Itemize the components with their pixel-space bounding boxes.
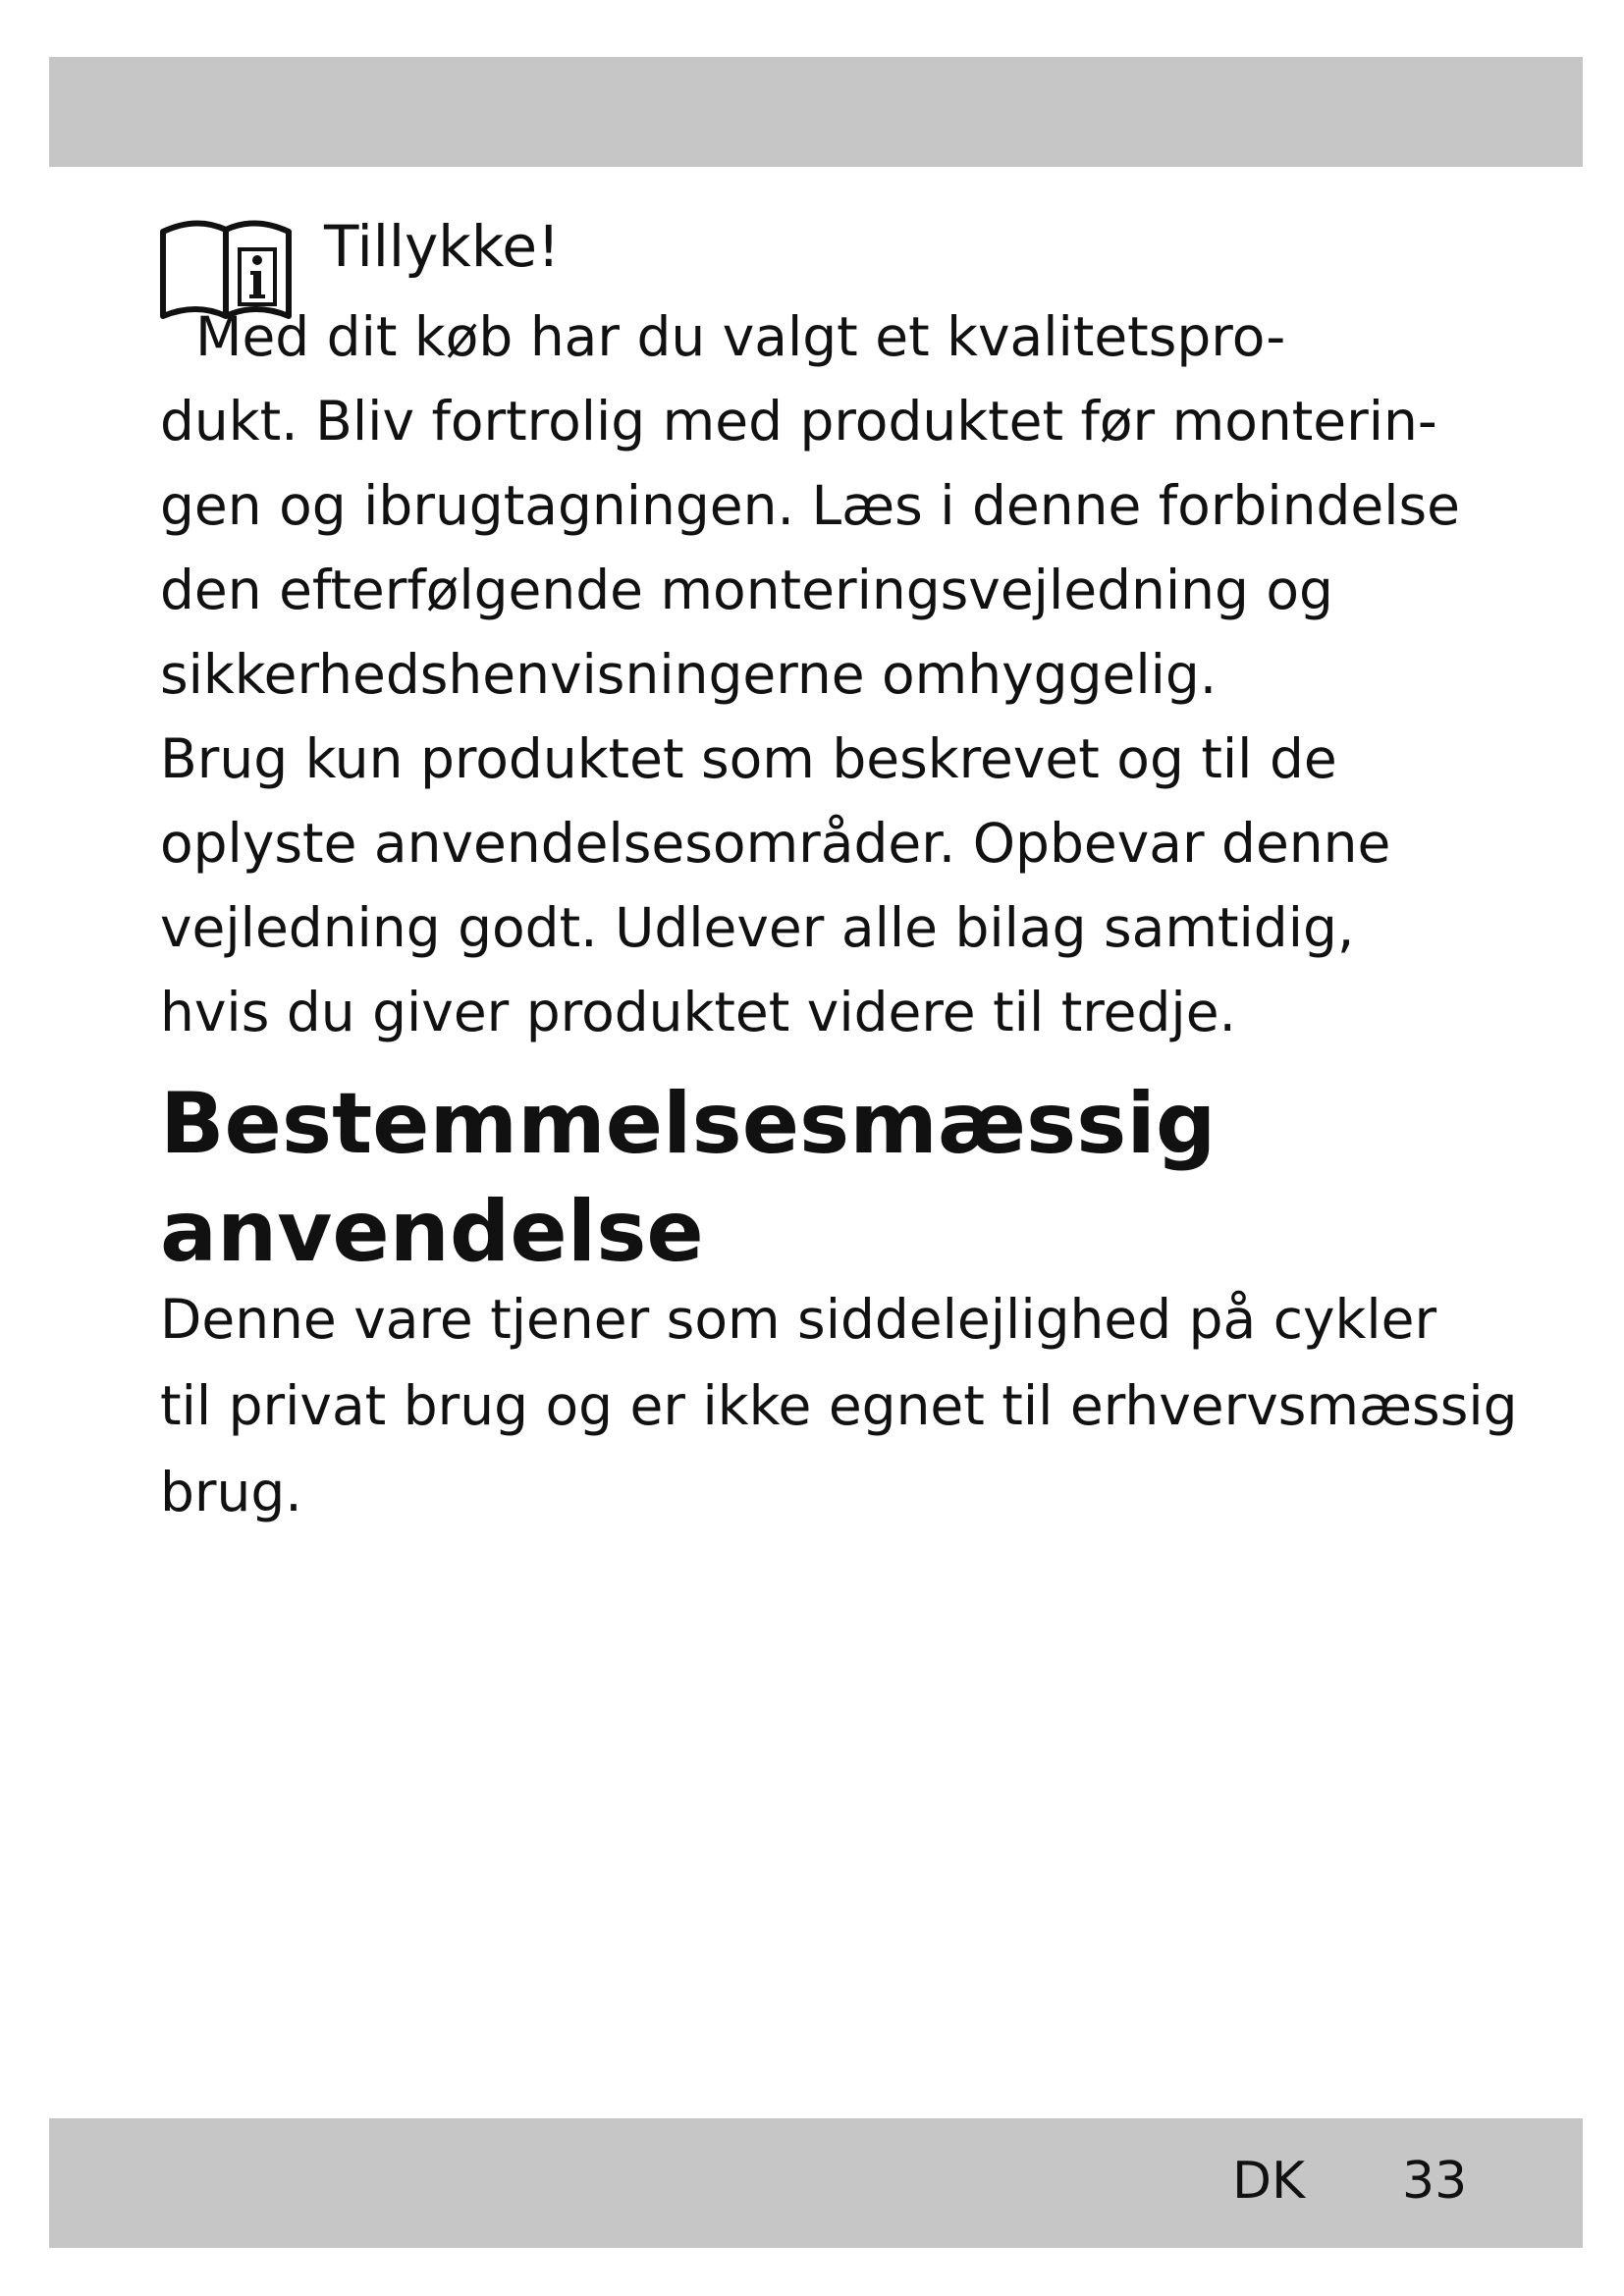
text-line: sikkerhedshenvisningerne omhyggelig. [160, 643, 1218, 706]
text-line: oplyste anvendelsesområder. Opbevar denne [160, 812, 1391, 875]
text-line: Brug kun produktet som beskrevet og til de [160, 727, 1337, 790]
section-paragraph [160, 1276, 1535, 1535]
text-line: gen og ibrugtagningen. Læs i denne forbindelse [160, 474, 1461, 537]
section-title-line: anvendelse [160, 1183, 704, 1281]
intro-heading: Tillykke! [324, 213, 561, 280]
text-line: den efterfølgende monteringsvejledning og [160, 559, 1333, 621]
section-title [160, 1070, 1216, 1286]
footer-bar [49, 2118, 1583, 2248]
text-line: hvis du giver produktet videre til tredje. [160, 981, 1237, 1043]
text-line: til privat brug og er ikke egnet til erhvervsmæssig [160, 1374, 1518, 1437]
intro-paragraph [160, 294, 1535, 1054]
text-line: Denne vare tjener som siddelejlighed på cykler [160, 1288, 1437, 1351]
section-title-line: Bestemmelsesmæssig [160, 1075, 1217, 1173]
text-line: brug. [160, 1461, 302, 1523]
text-line: Med dit køb har du valgt et kvalitetspro- [195, 305, 1286, 368]
text-line: dukt. Bliv fortrolig med produktet før monterin- [160, 390, 1437, 453]
page-number: 33 [1402, 2152, 1468, 2211]
text-line: vejledning godt. Udlever alle bilag samtidig, [160, 896, 1355, 959]
footer-language: DK [1232, 2152, 1306, 2211]
header-bar [49, 57, 1583, 167]
